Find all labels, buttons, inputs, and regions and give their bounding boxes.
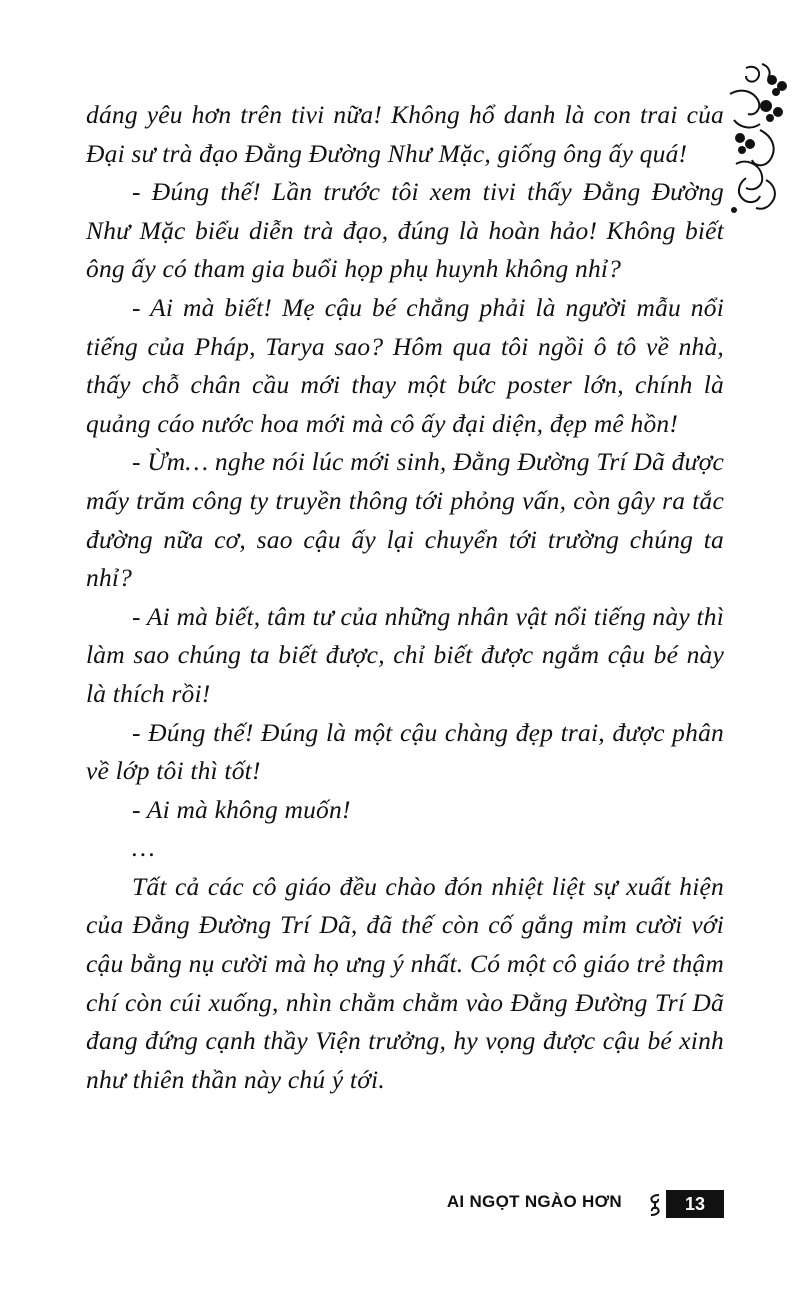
body-text — [86, 96, 724, 1099]
paragraph: - Đúng thế! Đúng là một cậu chàng đẹp trai, được phân về lớp tôi thì tốt! — [86, 717, 724, 786]
paragraph: Tất cả các cô giáo đều chào đón nhiệt liệt sự xuất hiện của Đằng Đường Trí Dã, đã thế còn cố gắng mỉm cười với cậu bằng nụ cười mà họ ưng ý nhất. Có một cô giáo trẻ thậm chí còn cúi xuống, nhìn chằm chằm vào Đằng Đường Trí Dã đang đứng cạnh thầy Viện trưởng, hy vọng được cậu bé xinh như thiên thần này chú ý tới. — [86, 871, 724, 1094]
page-number: 13 — [666, 1190, 724, 1218]
paragraph: dáng yêu hơn trên tivi nữa! Không hổ danh là con trai của Đại sư trà đạo Đằng Đường Như Mặc, giống ông ấy quá! — [86, 100, 724, 168]
paragraph: - Ai mà biết, tâm tư của những nhân vật nổi tiếng này thì làm sao chúng ta biết được, chỉ biết được ngắm cậu bé này là thích rồi! — [86, 601, 724, 708]
running-title: AI NGỌT NGÀO HƠN — [446, 1192, 622, 1211]
paragraph: - Đúng thế! Lần trước tôi xem tivi thấy Đằng Đường Như Mặc biểu diễn trà đạo, đúng là hoàn hảo! Không biết ông ấy có tham gia buổi họp phụ huynh không nhỉ? — [86, 177, 724, 284]
page-footer — [0, 1186, 800, 1222]
floral-ornament-icon — [726, 60, 792, 220]
paragraph: - Ừm… nghe nói lúc mới sinh, Đằng Đường Trí Dã được mấy trăm công ty truyền thông tới phỏng vấn, còn gây ra tắc đường nữa cơ, sao cậu ấy lại chuyển tới trường chúng ta nhỉ? — [86, 447, 724, 593]
paragraph: - Ai mà không muốn! — [132, 794, 351, 824]
paragraph: - Ai mà biết! Mẹ cậu bé chẳng phải là người mẫu nổi tiếng của Pháp, Tarya sao? Hôm qua tôi ngồi ô tô về nhà, thấy chỗ chân cầu mới thay một bức poster lớn, chính là quảng cáo nước hoa mới mà cô ấy đại diện, đẹp mê hồn! — [86, 292, 724, 438]
scroll-ornament-icon — [647, 1192, 663, 1218]
paragraph: … — [132, 833, 155, 863]
